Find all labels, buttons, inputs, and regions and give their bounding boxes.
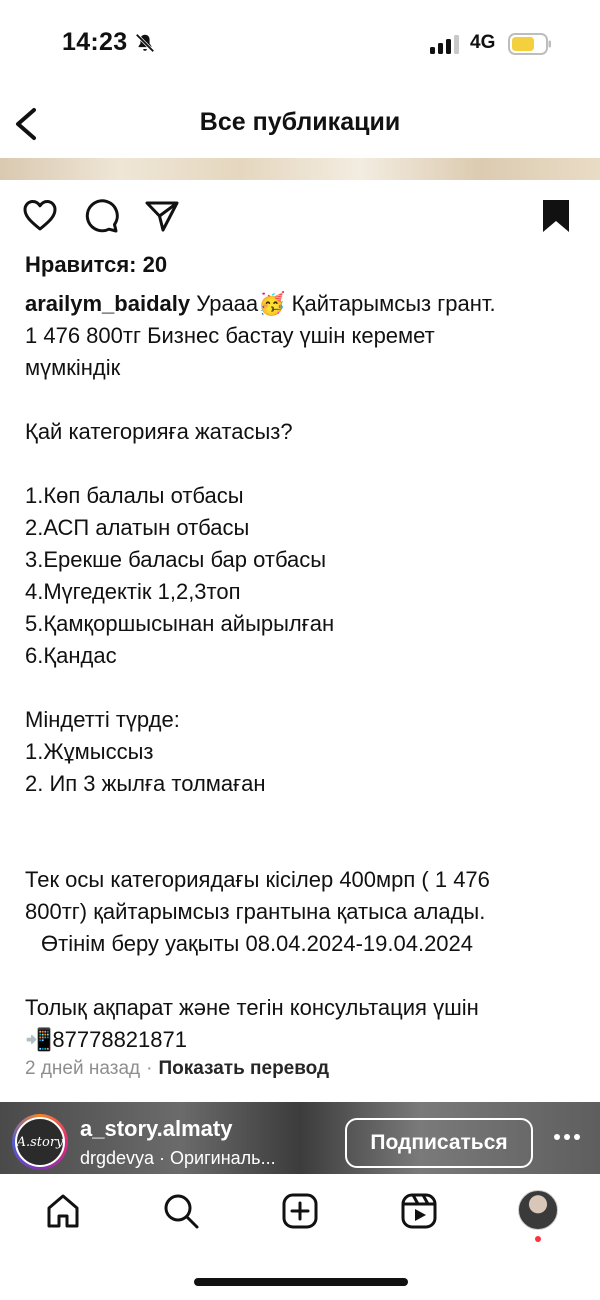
page-title: Все публикации [199,108,401,136]
category-item: 6.Қандас [25,643,117,668]
caption-first-line [25,288,585,320]
info-line: Тек осы категориядағы кісілер 400мрп ( 1 476 [25,867,490,892]
signal-icon [430,34,460,54]
notification-dot [535,1236,541,1242]
status-bar [0,0,600,90]
caption-line: мүмкіндік [25,355,121,380]
post-username[interactable]: arailym_baidaly [25,291,191,316]
reel-preview-bar[interactable] [0,1102,600,1174]
meta-separator: · [146,1058,153,1079]
reel-username[interactable]: a_story.almaty [80,1116,233,1141]
category-item: 5.Қамқоршысынан айырылған [25,611,335,636]
status-time: 14:23 [62,28,128,56]
info-line: 800тг) қайтарымсыз грантына қатыса алады. [25,899,486,924]
battery-icon [508,33,552,55]
reels-icon[interactable] [400,1192,438,1230]
bookmark-icon[interactable] [538,198,574,234]
reel-avatar[interactable] [12,1114,68,1170]
category-item: 3.Ерекше баласы бар отбасы [25,547,327,572]
post-caption [25,288,585,1056]
profile-avatar[interactable] [518,1190,558,1230]
network-label: 4G [470,32,496,53]
bell-slash-icon [134,32,156,54]
caption-question: Қай категорияға жатасыз? [25,419,293,444]
required-title: Міндетті түрде: [25,707,180,732]
create-icon[interactable] [281,1192,319,1230]
category-item: 2.АСП алатын отбасы [25,515,250,540]
caption-text: Урааа🥳 Қайтарымсыз грант. [190,291,496,316]
home-icon[interactable] [44,1192,82,1230]
post-time: 2 дней назад [25,1058,141,1079]
category-item: 1.Көп балалы отбасы [25,483,244,508]
search-icon[interactable] [162,1192,200,1230]
required-item: 2. Ип 3 жылға толмаған [25,771,266,796]
caption-line: 1 476 800тг Бизнес бастау үшін керемет [25,323,435,348]
category-item: 4.Мүгедектік 1,2,3топ [25,579,241,604]
reel-audio-info[interactable]: drgdevya · Оригиналь... [80,1148,276,1168]
required-item: 1.Жұмыссыз [25,739,154,764]
subscribe-button[interactable]: Подписаться [345,1118,533,1168]
comment-icon[interactable] [83,198,119,234]
post-actions [0,190,600,240]
heart-icon[interactable] [22,198,58,234]
share-icon[interactable] [144,198,180,234]
bottom-tab-bar [0,1174,600,1250]
show-translation-link[interactable]: Показать перевод [158,1058,330,1079]
contact-line: Толық ақпарат және тегін консультация үшін [25,995,479,1020]
home-indicator[interactable] [194,1278,408,1286]
reel-avatar-logo: A.story [15,1117,65,1167]
post-image[interactable] [0,158,600,180]
likes-count[interactable]: Нравится: 20 [25,252,168,277]
phone-number[interactable]: 📲87778821871 [25,1027,187,1052]
more-horizontal-icon[interactable] [553,1132,581,1142]
deadline-line: Өтінім беру уақыты 08.04.2024-19.04.2024 [41,931,474,956]
post-meta [25,1058,329,1080]
nav-header [0,90,600,158]
